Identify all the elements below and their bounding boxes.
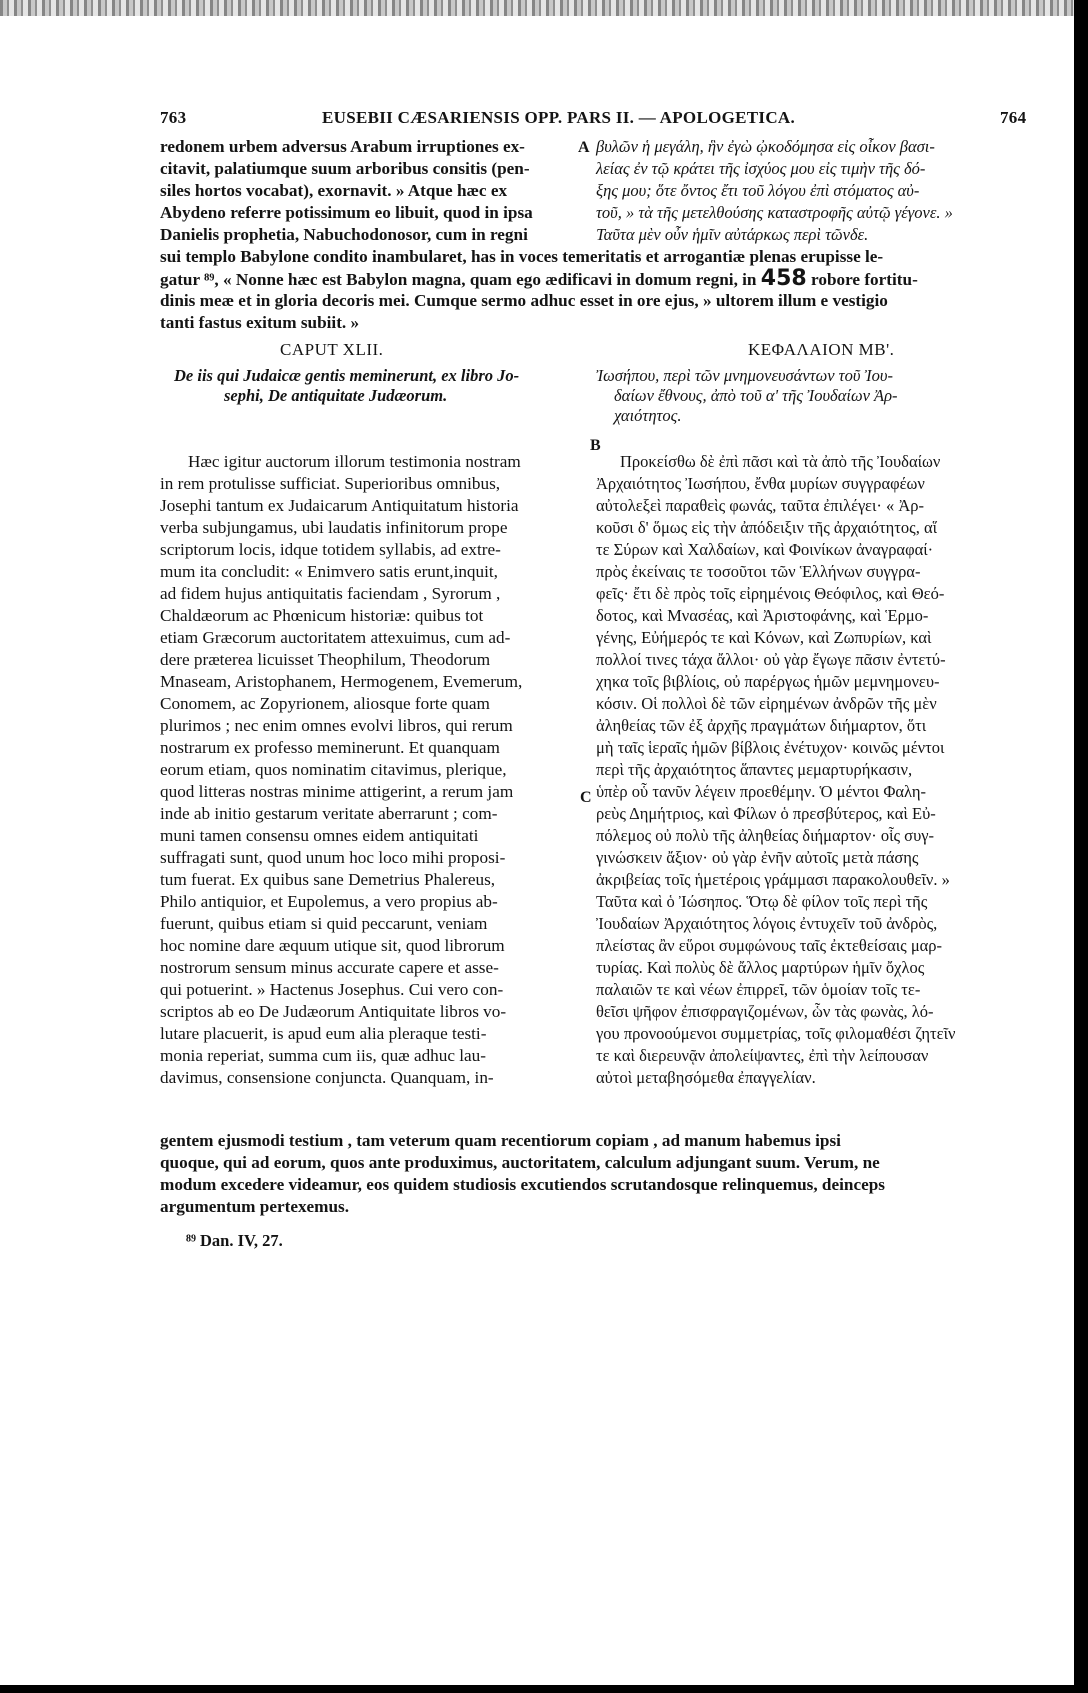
- text-line: φεῖς· ἔτι δὲ πρὸς τοῖς εἰρημένοις Θεόφιλος, καὶ Θεό-: [596, 584, 945, 603]
- text-line: παλαιῶν τε καὶ νέων ἐπιρρεῖ, τῶν ὁμοίαν τοῖς τε-: [596, 980, 921, 999]
- greek-column: [596, 451, 956, 1089]
- chapter-subtitle-latin: [174, 366, 519, 406]
- text-line: γινώσκειν ἄξιον· οὐ γὰρ ἐνῆν αὐτοῖς μετὰ πάσης: [596, 848, 919, 867]
- text-line: τυρίας. Καὶ πολὺς δὲ ἄλλος μαρτύρων ἡμῖν ὄχλος: [596, 958, 925, 977]
- text-line: Ταῦτα καὶ ὁ Ἰώσηπος. Ὅτῳ δὲ φίλον τοῖς περὶ τῆς: [596, 892, 928, 911]
- text-line: γένης, Εὐήμερός τε καὶ Κόνων, καὶ Ζωπυρίων, καὶ: [596, 628, 932, 647]
- text-line: πρὸς ἐκείναις τε τοσοῦτοι τῶν Ἑλλήνων συγγρα-: [596, 562, 921, 581]
- text-line: Conomem, ac Zopyrionem, aliosque forte quam: [160, 694, 490, 713]
- latin-column: [160, 451, 522, 1089]
- top-right-text: [596, 136, 953, 246]
- text-line: scriptos ab eo De Judæorum Antiquitate libros vo-: [160, 1002, 507, 1021]
- text-line: χηκα τοῖς βιβλίοις, οὐ παρέργως ἡμῶν μεμνημονευ-: [596, 672, 940, 691]
- subtitle-line: χαιότητος.: [614, 406, 682, 425]
- subtitle-line: De iis qui Judaicæ gentis meminerunt, ex libro Jo-: [174, 366, 520, 385]
- text-line: inde ab initio gestarum veritate aberrarunt ; com-: [160, 804, 498, 823]
- text-line: Mnaseam, Aristophanem, Hermogenem, Evemerum,: [160, 672, 523, 691]
- text-line: θεῖσι ψῆφον ἐπισφραγιζομένων, ὧν τὰς φωνὰς, λό-: [596, 1002, 934, 1021]
- full-width-line: [160, 268, 918, 291]
- text-line: ὑπὲρ οὗ τανῦν λέγειν προεθέμην. Ὁ μέντοι Φαλη-: [596, 782, 927, 801]
- text-line: Ταῦτα μὲν οὖν ἡμῖν αὐτάρκως περὶ τῶνδε.: [596, 225, 869, 244]
- margin-letter-b: B: [590, 437, 601, 454]
- text-segment: robore fortitu-: [811, 270, 918, 289]
- text-line: αὐτοὶ μεταβησόμεθα ἐπαγγελίαν.: [596, 1068, 816, 1087]
- text-line: ἀληθείας τῶν ἐξ ἀρχῆς πραγμάτων διήμαρτον, ὅτι: [596, 716, 927, 735]
- text-segment: gatur ⁸⁹, « Nonne hæc est Babylon magna, quam ego ædificavi in domum regni, in: [160, 270, 757, 289]
- margin-letter-a: A: [578, 139, 590, 156]
- text-line: redonem urbem adversus Arabum irruptiones ex-: [160, 137, 525, 156]
- chapter-heading-latin: CAPUT XLII.: [280, 340, 384, 359]
- text-line: verba subjungamus, ubi laudatis infinitorum prope: [160, 518, 508, 537]
- folio-number: 458: [760, 266, 807, 291]
- full-width-line: sui templo Babylone condito inambularet, has in voces temeritatis et arrogantiæ plenas erupisse le-: [160, 247, 884, 266]
- text-line: πολλοί τινες τάχα ἄλλοι· οὐ γὰρ ἔγωγε πᾶσιν ἐντετύ-: [596, 650, 946, 669]
- text-line: Philo antiquior, et Eupolemus, a vero propius ab-: [160, 892, 498, 911]
- top-left-text: [160, 136, 533, 246]
- text-line: in rem protulisse sufficiat. Superioribus omnibus,: [160, 474, 501, 493]
- text-line: Chaldæorum ac Phœnicum historiæ: quibus tot: [160, 606, 484, 625]
- text-line: lutare placuerit, is apud eum alia pleraque testi-: [160, 1024, 487, 1043]
- text-line: Danielis prophetia, Nabuchodonosor, cum in regni: [160, 225, 528, 244]
- text-line: μὴ ταῖς ἱεραῖς ἡμῶν βίβλοις ἐνέτυχον· κοινῶς μέντοι: [596, 738, 945, 757]
- text-line: τε καὶ διερευνᾷν ἀπολείψαντες, ἐπὶ τὴν λείπουσαν: [596, 1046, 929, 1065]
- text-line: suffragati sunt, quod unum hoc loco mihi proposi-: [160, 848, 506, 867]
- text-line: δοτος, καὶ Μνασέας, καὶ Ἀριστοφάνης, καὶ Ἑρμο-: [596, 606, 929, 625]
- text-line: τε Σύρων καὶ Χαλδαίων, καὶ Φοινίκων ἀναγραφαί·: [596, 540, 934, 559]
- page-number-right: 764: [1000, 108, 1027, 127]
- text-line: plurimos ; nec enim omnes evolvi libros, qui rerum: [160, 716, 513, 735]
- text-line: siles hortos vocabat), exornavit. » Atque hæc ex: [160, 181, 508, 200]
- text-line: ξης μου; ὅτε ὄντος ἔτι τοῦ λόγου ἐπὶ στόματος αὐ-: [596, 181, 920, 200]
- text-line: Josephi tantum ex Judaicarum Antiquitatum historia: [160, 496, 519, 515]
- full-width-line: tanti fastus exitum subiit. »: [160, 313, 360, 332]
- text-line: γου προνοούμενοι συμμετρίας, τοῖς φιλομαθέσι ζητεῖν: [596, 1024, 956, 1043]
- text-line: λείας ἐν τῷ κράτει τῆς ἰσχύος μου εἰς τιμὴν τῆς δό-: [596, 159, 926, 178]
- text-line: argumentum pertexemus.: [160, 1197, 350, 1216]
- text-line: fuerunt, quibus etiam si quid peccarunt, veniam: [160, 914, 488, 933]
- text-line: eorum etiam, quos nominatim citavimus, plerique,: [160, 760, 507, 779]
- text-line: qui potuerint. » Hactenus Josephus. Cui vero con-: [160, 980, 504, 999]
- chapter-subtitle-greek: [596, 366, 898, 426]
- text-line: Abydeno referre potissimum eo libuit, quod in ipsa: [160, 203, 533, 222]
- text-line: περὶ τῆς ἀρχαιότητος ἅπαντες μεμαρτυρήκασιν,: [596, 760, 913, 779]
- text-line: βυλῶν ἡ μεγάλη, ἣν ἐγὼ ᾠκοδόμησα εἰς οἶκον βασι-: [596, 137, 935, 156]
- text-line: scriptorum locis, idque totidem syllabis, ad extre-: [160, 540, 501, 559]
- page-number-left: 763: [160, 108, 187, 127]
- text-line: πλείστας ἂν εὕροι συμφώνους ταῖς ἐκτεθείσαις μαρ-: [596, 936, 943, 955]
- text-line: Ἰουδαίων Ἀρχαιότητος λόγοις ἐντυχεῖν τοῦ ἀνδρὸς,: [596, 914, 938, 933]
- running-title: EUSEBII CÆSARIENSIS OPP. PARS II. — APOLOGETICA.: [322, 108, 796, 127]
- text-line: ad fidem hujus antiquitatis faciendam , Syrorum ,: [160, 584, 501, 603]
- text-line: tum fuerat. Ex quibus sane Demetrius Phalereus,: [160, 870, 496, 889]
- full-width-line: dinis meæ et in gloria decoris mei. Cumque sermo adhuc esset in ore ejus, » ultorem illum e vestigio: [160, 291, 888, 310]
- text-line: Προκείσθω δὲ ἐπὶ πᾶσι καὶ τὰ ἀπὸ τῆς Ἰουδαίων: [620, 452, 941, 471]
- subtitle-line: sephi, De antiquitate Judæorum.: [224, 386, 448, 405]
- text-line: nostrorum sensum minus accurate capere et asse-: [160, 958, 499, 977]
- text-line: dere præterea licuisset Theophilum, Theodorum: [160, 650, 491, 669]
- subtitle-line: Ἰωσήπου, περὶ τῶν μνημονευσάντων τοῦ Ἰου-: [596, 366, 893, 385]
- text-line: ρεὺς Δημήτριος, καὶ Φίλων ὁ πρεσβύτερος, καὶ Εὐ-: [596, 804, 936, 823]
- text-line: etiam Græcorum auctoritatem attexuimus, cum ad-: [160, 628, 511, 647]
- text-line: monia reperiat, summa cum iis, quæ adhuc lau-: [160, 1046, 487, 1065]
- text-line: πόλεμος οὐ πολὺ τῆς ἀληθείας διήμαρτον· οἷς συγ-: [596, 826, 935, 845]
- text-line: τοῦ, » τὰ τῆς μετελθούσης καταστροφῆς αὐτῷ γέγονε. »: [596, 203, 953, 222]
- text-line: quoque, qui ad eorum, quos ante produximus, auctoritatem, calculum adjungant suum. Verum, ne: [160, 1153, 880, 1172]
- text-line: davimus, consensione conjuncta. Quanquam, in-: [160, 1068, 494, 1087]
- text-line: muni tamen consensu omnes eidem antiquitati: [160, 826, 479, 845]
- text-line: Hæc igitur auctorum illorum testimonia nostram: [188, 452, 521, 471]
- text-line: Ἀρχαιότητος Ἰωσήπου, ἔνθα μυρίων συγγραφέων: [596, 474, 925, 493]
- chapter-heading-greek: ΚΕΦΑΛΑΙΟΝ ΜΒ'.: [748, 340, 895, 359]
- text-line: ἀκριβείας τοῖς ἡμετέροις γράμμασι παρακολουθεῖν. »: [596, 870, 950, 889]
- text-line: αὐτολεξεὶ παραθεὶς φωνάς, ταῦτα ἐπιλέγει· « Ἀρ-: [596, 496, 925, 515]
- text-line: mum ita concludit: « Enimvero satis erunt,inquit,: [160, 562, 498, 581]
- text-line: quod litteras nostras minime attigerint, a rerum jam: [160, 782, 514, 801]
- text-line: κόσιν. Οἱ πολλοὶ δὲ τῶν εἰρημένων ἀνδρῶν τῆς μὲν: [596, 694, 937, 713]
- bottom-full-width-text: [160, 1130, 885, 1218]
- subtitle-line: δαίων ἔθνους, ἀπὸ τοῦ α' τῆς Ἰουδαίων Ἀρ-: [614, 386, 898, 405]
- text-line: nostrarum ex professo meminerunt. Et quanquam: [160, 738, 500, 757]
- text-line: κοῦσι δ' ὅμως εἰς τὴν ἀπόδειξιν τῆς ἀρχαιότητος, αἵ: [596, 518, 938, 537]
- text-line: citavit, palatiumque suum arboribus consitis (pen-: [160, 159, 530, 178]
- footnote: ⁸⁹ Dan. IV, 27.: [186, 1231, 283, 1250]
- text-line: gentem ejusmodi testium , tam veterum quam recentiorum copiam , ad manum habemus ipsi: [160, 1131, 841, 1150]
- text-line: modum excedere videamur, eos quidem studiosis excutiendos scrutandosque relinquemus, deinceps: [160, 1175, 885, 1194]
- text-line: hoc nomine dare æquum utique sit, quod librorum: [160, 936, 505, 955]
- margin-letter-c: C: [580, 789, 592, 806]
